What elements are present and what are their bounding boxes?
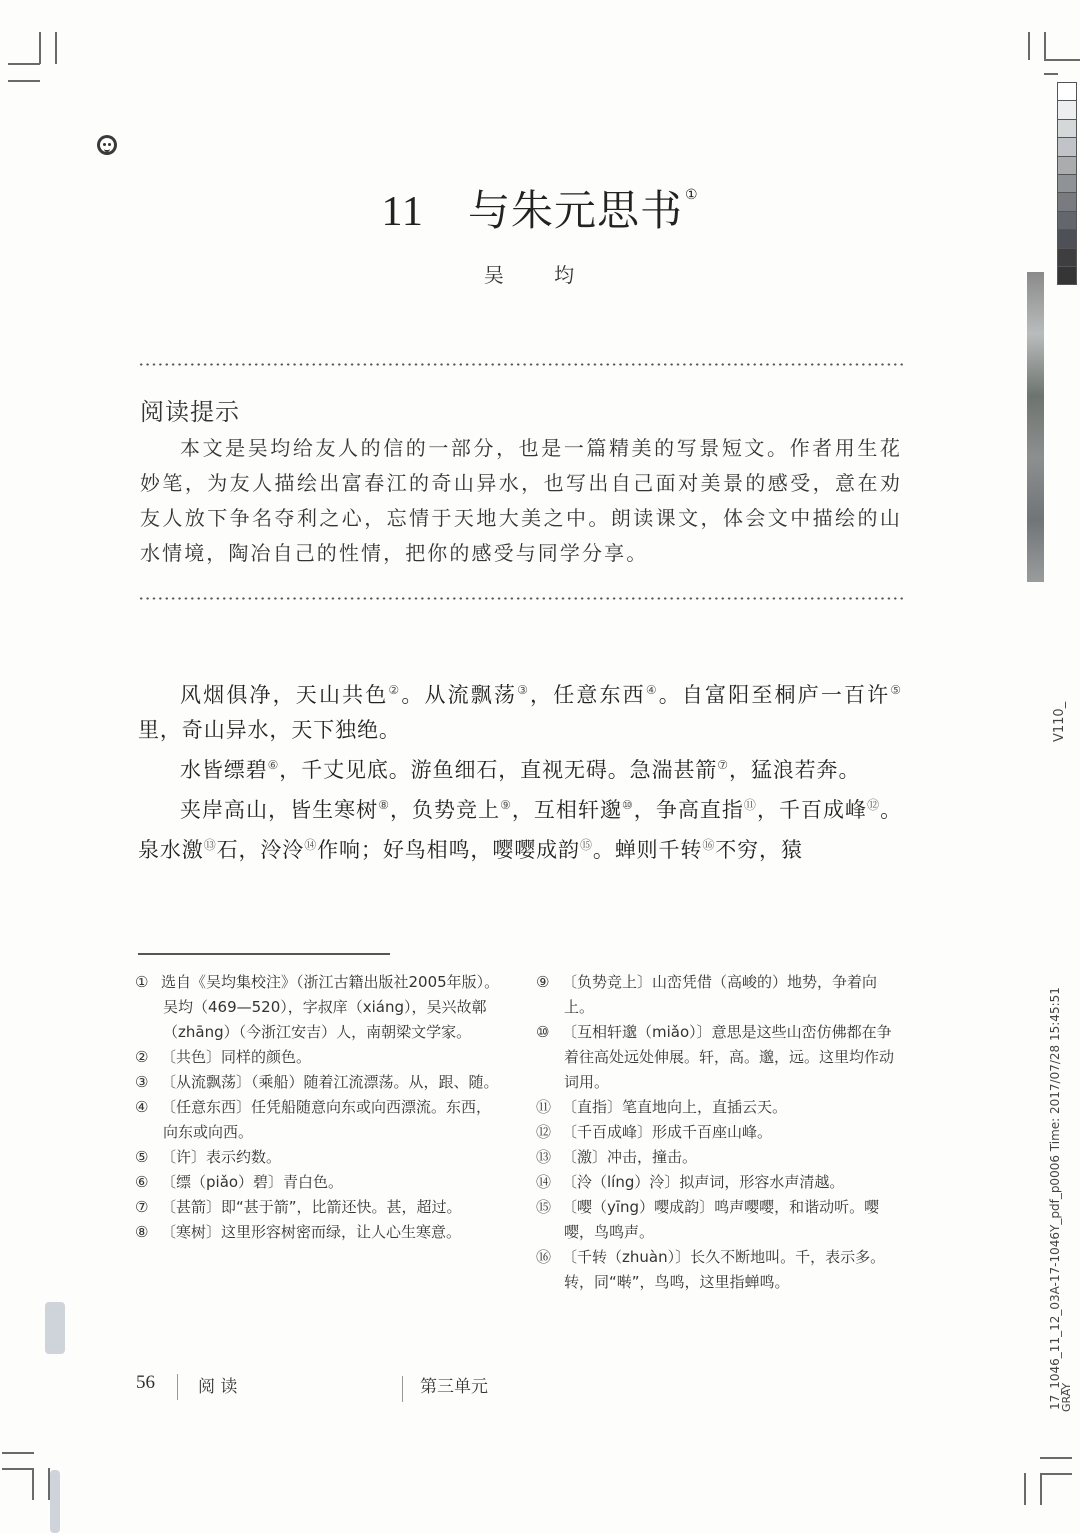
scan-artifact	[50, 1470, 60, 1533]
footer-section: 阅 读	[198, 1377, 238, 1397]
crop-mark	[32, 1468, 34, 1500]
footnotes-right-column	[536, 970, 901, 1295]
footnotes-left-column	[135, 970, 500, 1245]
footnote-item: ⑩ 〔互相轩邈（miǎo）〕意思是这些山峦仿佛都在争着往高处远处伸展。轩，高。邈，远。这里均作动词用。	[536, 1023, 895, 1091]
footer-separator	[177, 1374, 178, 1400]
color-mode: GRAY	[1060, 1382, 1073, 1412]
lesson-number: 11	[381, 189, 424, 235]
footnote-item: ④ 〔任意东西〕任凭船随意向东或向西漂流。东西，向东或向西。	[135, 1098, 492, 1141]
crop-mark	[1044, 32, 1046, 60]
footnote-ref[interactable]: ⑩	[622, 798, 634, 812]
reading-tips-body: 本文是吴均给友人的信的一部分，也是一篇精美的写景短文。作者用生花妙笔，为友人描绘出富春江的奇山异水，也写出自己面对美景的感受，意在劝友人放下争名夺利之心，忘情于天地大美之中。朗读课文，体会文中描绘的山水情境，陶冶自己的性情，把你的感受与同学分享。	[140, 436, 902, 565]
footnote-item: ⑧ 〔寒树〕这里形容树密而绿，让人心生寒意。	[135, 1223, 462, 1241]
footnote-item: ⑯ 〔千转（zhuàn）〕长久不断地叫。千，表示多。转，同“啭”，鸟鸣，这里指蝉鸣。	[536, 1248, 886, 1291]
footnote-item: ① 选自《吴均集校注》（浙江古籍出版社2005年版）。吴均（469—520），字叔庠（xiáng），吴兴故鄣（zhāng）（今浙江安吉）人，南朝梁文学家。	[135, 973, 500, 1041]
crop-mark	[1044, 73, 1058, 75]
footnote-ref[interactable]: ⑬	[203, 838, 217, 852]
footnote-ref[interactable]: ⑪	[743, 798, 757, 812]
footnote-item: ⑤ 〔许〕表示约数。	[135, 1148, 282, 1166]
footnote-item: ⑨ 〔负势竞上〕山峦凭借（高峻的）地势，争着向上。	[536, 973, 878, 1016]
footnote-item: ⑬ 〔激〕冲击，撞击。	[536, 1148, 698, 1166]
footnote-ref[interactable]: ②	[388, 683, 402, 697]
crop-mark	[2, 1468, 34, 1470]
scan-artifact	[45, 1302, 65, 1354]
footnote-item: ② 〔共色〕同样的颜色。	[135, 1048, 312, 1066]
crop-mark	[55, 32, 57, 64]
crop-mark	[8, 80, 40, 82]
footnote-item: ⑮ 〔嘤（yīng）嘤成韵〕鸣声嘤嘤，和谐动听。嘤嘤，鸟鸣声。	[536, 1198, 880, 1241]
footer-unit: 第三单元	[420, 1377, 488, 1397]
print-job-info: 17_1046_11_12_03A-17-1046Y_pdf_p0006 Time: 2017/07/28 15:45:51	[1048, 987, 1062, 1410]
footnote-ref[interactable]: ⑥	[267, 758, 280, 772]
crop-mark	[1044, 59, 1080, 61]
footnote-item: ⑭ 〔泠（líng）泠〕拟声词，形容水声清越。	[536, 1173, 845, 1191]
footnote-ref[interactable]: ④	[645, 683, 659, 697]
lesson-title	[0, 178, 1080, 238]
footnote-ref[interactable]: ⑤	[890, 683, 902, 697]
dotted-divider-bottom	[138, 597, 903, 600]
page-number: 56	[136, 1372, 155, 1393]
crop-mark	[39, 32, 41, 64]
dotted-divider-top	[138, 363, 903, 366]
footnote-ref[interactable]: ⑮	[579, 838, 593, 852]
lesson-title-text: 与朱元思书	[467, 186, 683, 235]
crop-mark	[1040, 1457, 1072, 1459]
footnote-item: ⑦ 〔甚箭〕即“甚于箭”，比箭还快。甚，超过。	[135, 1198, 462, 1216]
footnote-item: ⑫ 〔千百成峰〕形成千百座山峰。	[536, 1123, 773, 1141]
crop-mark	[8, 63, 40, 65]
footnote-ref[interactable]: ⑫	[867, 798, 881, 812]
footnote-ref[interactable]: ⑧	[378, 798, 390, 812]
footnote-item: ⑪ 〔直指〕笔直地向上，直插云天。	[536, 1098, 788, 1116]
title-footnote-marker: ①	[684, 187, 699, 203]
paragraph-1: 风烟俱净，天山共色②。从流飘荡③，任意东西④。自富阳至桐庐一百许⑤里，奇山异水，天下独绝。	[138, 683, 902, 742]
crop-mark	[1040, 1473, 1072, 1475]
paragraph-3: 夹岸高山，皆生寒树⑧，负势竞上⑨，互相轩邈⑩，争高直指⑪，千百成峰⑫。泉水激⑬石，泠泠⑭作响；好鸟相鸣，嘤嘤成韵⑮。蝉则千转⑯不穷，猿	[138, 798, 903, 862]
footnote-ref[interactable]: ⑦	[717, 758, 729, 772]
author: 吴 均	[483, 263, 597, 287]
crop-mark	[2, 1452, 34, 1454]
crop-mark	[1028, 32, 1030, 60]
paragraph-2: 水皆缥碧⑥，千丈见底。游鱼细石，直视无碍。急湍甚箭⑦，猛浪若奔。	[180, 758, 861, 782]
footnote-ref[interactable]: ⑯	[702, 838, 716, 852]
footnote-item: ⑥ 〔缥（piǎo）碧〕青白色。	[135, 1173, 344, 1191]
image-color-strip	[1027, 272, 1044, 582]
footer-separator	[402, 1376, 403, 1402]
side-code: V110_	[1052, 701, 1067, 742]
footnote-ref[interactable]: ⑭	[304, 838, 318, 852]
reading-tips-heading: 阅读提示	[140, 398, 240, 426]
main-text	[138, 673, 902, 868]
footnote-ref[interactable]: ⑨	[500, 798, 512, 812]
footnote-item: ③ 〔从流飘荡〕（乘船）随着江流漂荡。从，跟、随。	[135, 1073, 499, 1091]
footnote-ref[interactable]: ③	[517, 683, 531, 697]
crop-mark	[1024, 1473, 1026, 1505]
footnote-divider	[138, 953, 390, 955]
crop-mark	[1040, 1473, 1042, 1505]
smiley-icon	[97, 135, 117, 155]
